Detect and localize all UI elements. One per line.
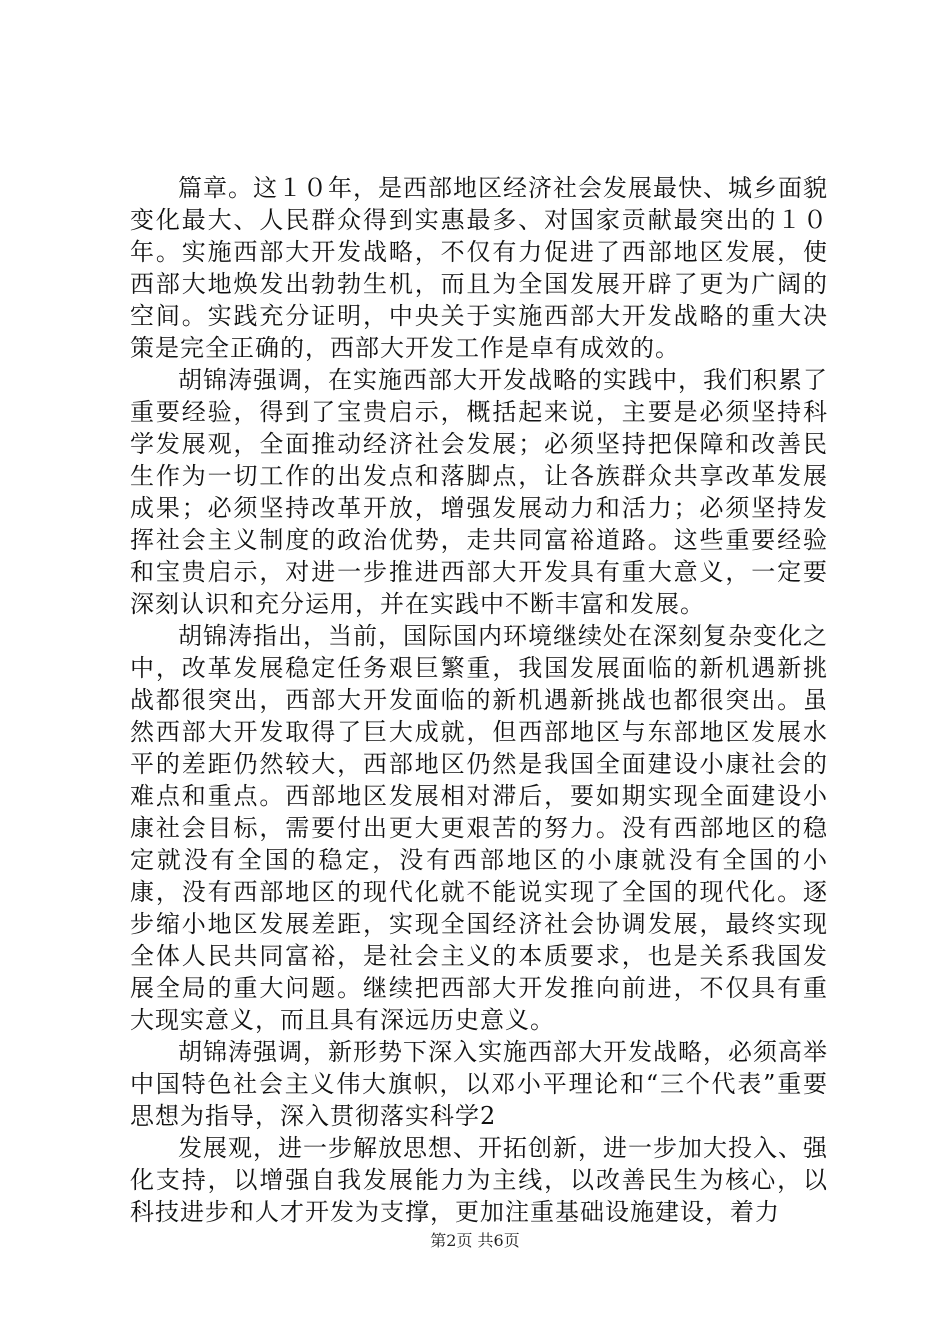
- paragraph: 胡锦涛强调，新形势下深入实施西部大开发战略，必须高举中国特色社会主义伟大旗帜，以邓小平理论和“三个代表”重要思想为指导，深入贯彻落实科学2: [130, 1038, 828, 1130]
- paragraph: 胡锦涛强调，在实施西部大开发战略的实践中，我们积累了重要经验，得到了宝贵启示，概括起来说，主要是必须坚持科学发展观，全面推动经济社会发展；必须坚持把保障和改善民生作为一切工作的出发点和落脚点，让各族群众共享改革发展成果；必须坚持改革开放，增强发展动力和活力；必须坚持发挥社会主义制度的政治优势，走共同富裕道路。这些重要经验和宝贵启示，对进一步推进西部大开发具有重大意义，一定要深刻认识和充分运用，并在实践中不断丰富和发展。: [130, 366, 828, 618]
- document-body: [130, 172, 828, 1228]
- paragraph: 发展观，进一步解放思想、开拓创新，进一步加大投入、强化支持，以增强自我发展能力为主线，以改善民生为核心，以科技进步和人才开发为支撑，更加注重基础设施建设，着力: [130, 1134, 828, 1226]
- paragraph: 篇章。这１０年，是西部地区经济社会发展最快、城乡面貌变化最大、人民群众得到实惠最多、对国家贡献最突出的１０年。实施西部大开发战略，不仅有力促进了西部地区发展，使西部大地焕发出勃勃生机，而且为全国发展开辟了更为广阔的空间。实践充分证明，中央关于实施西部大开发战略的重大决策是完全正确的，西部大开发工作是卓有成效的。: [130, 174, 828, 362]
- paragraph: 胡锦涛指出，当前，国际国内环境继续处在深刻复杂变化之中，改革发展稳定任务艰巨繁重，我国发展面临的新机遇新挑战都很突出，西部大开发面临的新机遇新挑战也都很突出。虽然西部大开发取得了巨大成就，但西部地区与东部地区发展水平的差距仍然较大，西部地区仍然是我国全面建设小康社会的难点和重点。西部地区发展相对滞后，要如期实现全面建设小康社会目标，需要付出更大更艰苦的努力。没有西部地区的稳定就没有全国的稳定，没有西部地区的小康就没有全国的小康，没有西部地区的现代化就不能说实现了全国的现代化。逐步缩小地区发展差距，实现全国经济社会协调发展，最终实现全体人民共同富裕，是社会主义的本质要求，也是关系我国发展全局的重大问题。继续把西部大开发推向前进，不仅具有重大现实意义，而且具有深远历史意义。: [130, 622, 828, 1034]
- page-number-footer: 第2页 共6页: [430, 1231, 520, 1250]
